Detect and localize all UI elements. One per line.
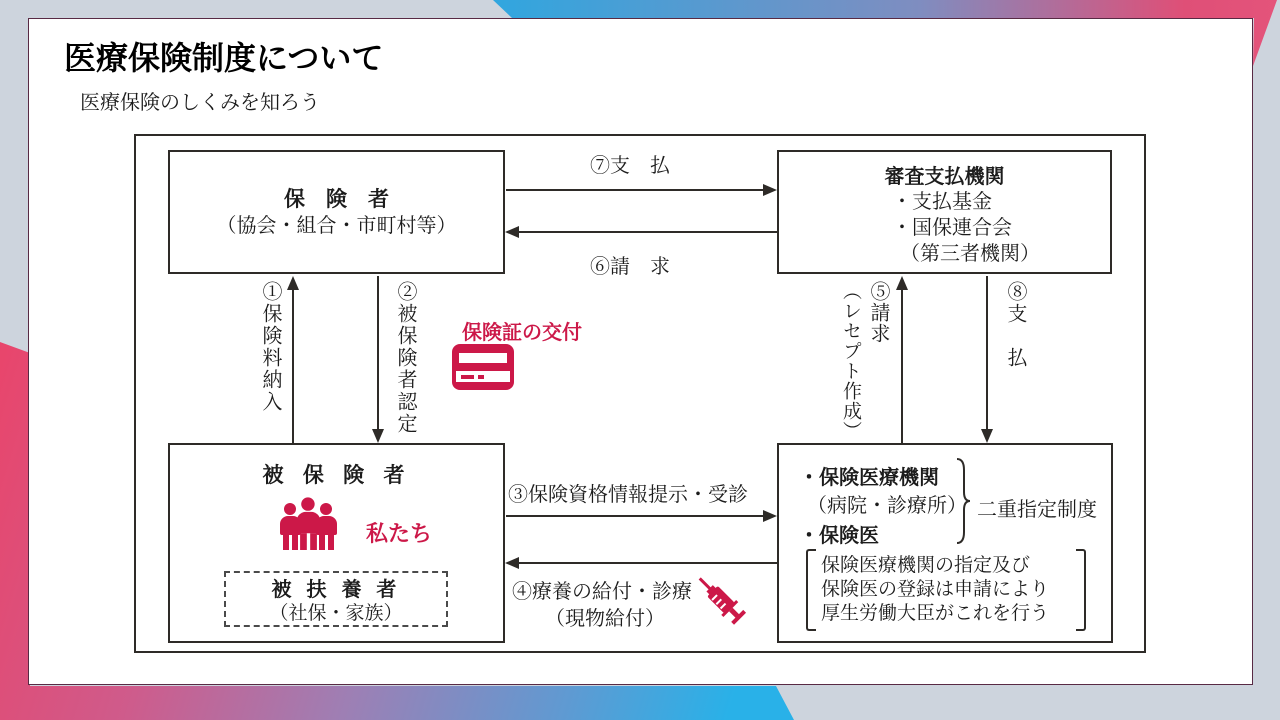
insurer-subtitle: （協会・組合・市町村等） [216, 213, 457, 237]
arrow-1-label: ①保険料納入 [259, 281, 283, 413]
insurer-title: 保 険 者 [284, 186, 389, 211]
medical-box [777, 443, 1113, 643]
arrow-6-label: ⑥請 求 [590, 254, 670, 278]
arrow-7-head [763, 184, 777, 196]
arrow-8-head [981, 429, 993, 443]
syringe-icon [693, 571, 751, 629]
arrow-5-line [901, 288, 903, 443]
review-agency-item: ・国保連合会 [892, 215, 1012, 239]
arrow-6-line [519, 231, 777, 233]
insured-box [168, 443, 505, 643]
bracket-left-icon [806, 549, 816, 631]
medical-note-line: 保険医の登録は申請により [821, 578, 1050, 600]
review-agency-item: ・支払基金 [892, 189, 992, 213]
page-title: 医療保険制度について [64, 39, 384, 77]
people-group-icon [280, 503, 337, 550]
arrow-5-label [838, 281, 894, 461]
arrow-5-head [896, 276, 908, 290]
dual-designation-label: 二重指定制度 [977, 497, 1097, 521]
medical-note [821, 553, 1049, 625]
arrow-1-head [287, 276, 299, 290]
arrow-4-line [519, 562, 777, 564]
arrow-7-label: ⑦支 払 [590, 153, 670, 177]
arrow-5-label-col2: （レセプト作成） [840, 281, 862, 441]
arrow-3-head [763, 510, 777, 522]
medical-item2: ・保険医 [799, 523, 879, 547]
arrow-4-label-line1: ④療養の給付・診療 [512, 579, 692, 603]
we-label: 私たち [366, 522, 433, 547]
medical-note-line: 保険医療機関の指定及び [821, 554, 1031, 576]
card-issue-label: 保険証の交付 [462, 320, 582, 344]
arrow-8-label: ⑧支 払 [1004, 281, 1028, 369]
arrow-3-line [506, 515, 763, 517]
page-subtitle: 医療保険のしくみを知ろう [80, 90, 320, 114]
dependents-subtitle: （社保・家族） [269, 602, 403, 624]
medical-item1: ・保険医療機関 [799, 465, 939, 489]
review-agency-title: 審査支払機関 [884, 164, 1005, 188]
review-agency-item: （第三者機関） [900, 241, 1040, 265]
arrow-4-head [505, 557, 519, 569]
medical-item1-sub: （病院・診療所） [807, 493, 967, 517]
arrow-3-label: ③保険資格情報提示・受診 [508, 482, 748, 506]
dependents-title: 被 扶 養 者 [271, 577, 401, 601]
arrow-2-line [377, 276, 379, 429]
arrow-8-line [986, 276, 988, 429]
arrow-2-label: ②被保険者認定 [394, 281, 418, 435]
insurance-card-icon [452, 344, 514, 390]
arrow-4-label-line2: （現物給付） [545, 606, 665, 630]
dependents-box [224, 571, 448, 627]
arrow-6-head [505, 226, 519, 238]
arrow-1-line [292, 288, 294, 443]
arrow-5-label-col1: ⑤請求 [867, 281, 891, 344]
insured-title: 被 保 険 者 [262, 462, 411, 487]
arrow-2-head [372, 429, 384, 443]
bracket-right-icon [1076, 549, 1086, 631]
arrow-7-line [506, 189, 763, 191]
insurer-box [168, 150, 505, 274]
person-icon [297, 497, 321, 550]
medical-note-line: 厚生労働大臣がこれを行う [821, 602, 1050, 624]
review-agency-box [777, 150, 1112, 274]
curly-brace-icon [955, 457, 971, 545]
